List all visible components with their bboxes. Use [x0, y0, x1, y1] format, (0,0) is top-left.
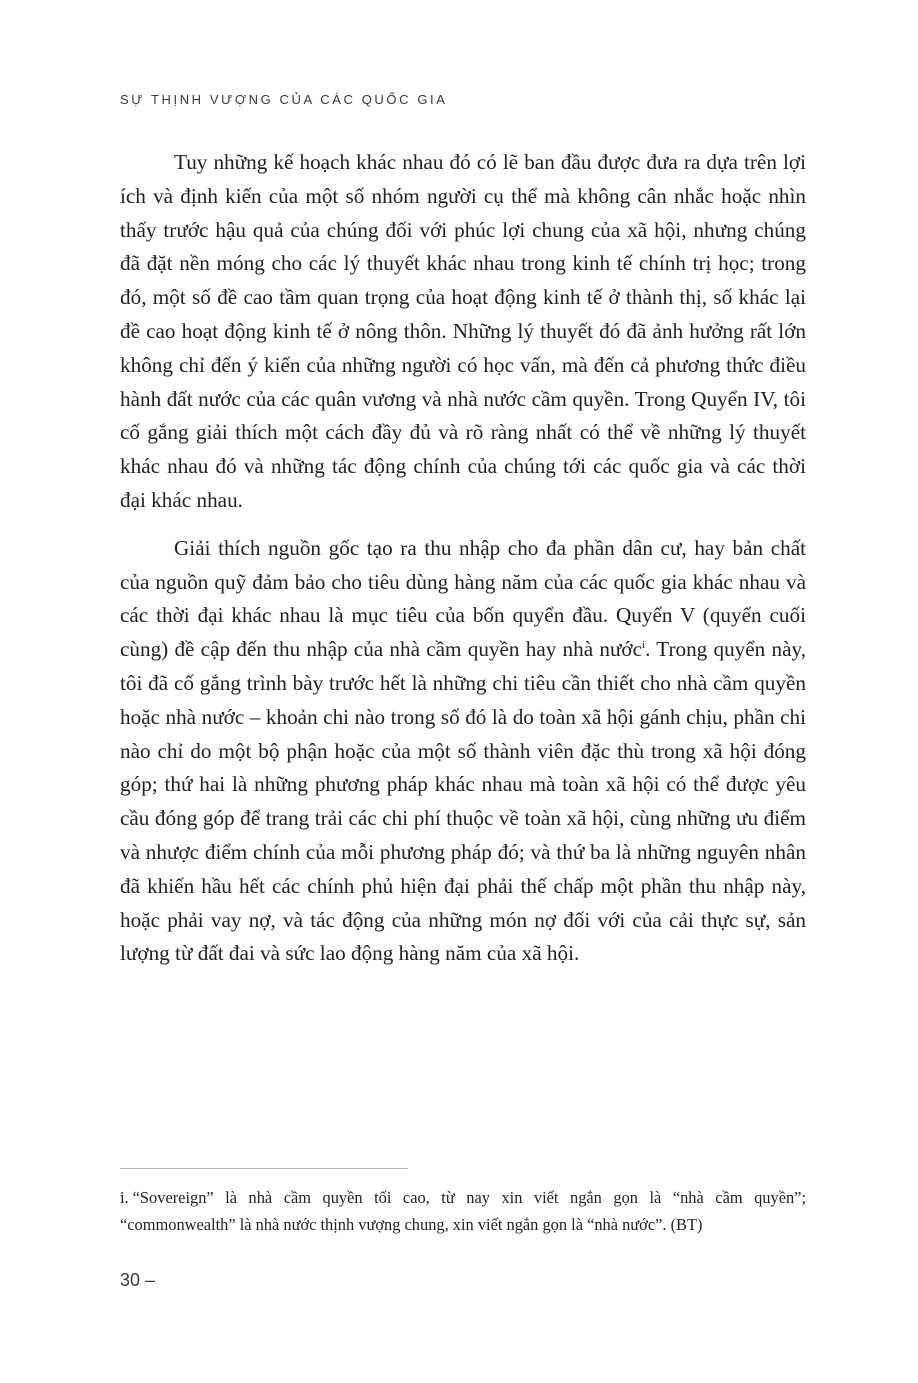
footnote	[120, 1184, 806, 1238]
main-text	[120, 146, 806, 971]
running-header: SỰ THỊNH VƯỢNG CỦA CÁC QUỐC GIA	[120, 92, 448, 107]
footnote-divider	[120, 1168, 408, 1169]
paragraph-2-text-end: . Trong quyển này, tôi đã cố gắng trình bày trước hết là những chi tiêu cần thiết cho nhà cầm quyền hoặc nhà nước – khoản chi nào trong số đó là do toàn xã hội gánh chịu, phần chi nào chỉ do một bộ phận hoặc của một số thành viên đặc thù trong xã hội đóng góp; thứ hai là những phương pháp khác nhau mà toàn xã hội có thể được yêu cầu đóng góp để trang trải các chi phí thuộc về toàn xã hội, cùng những ưu điểm và nhược điểm chính của mỗi phương pháp đó; và thứ ba là những nguyên nhân đã khiến hầu hết các chính phủ hiện đại phải thế chấp một phần thu nhập này, hoặc phải vay nợ, và tác động của những món nợ đối với của cải thực sự, sản lượng từ đất đai và sức lao động hàng năm của xã hội.	[120, 637, 807, 966]
paragraph-2-text-start: Giải thích nguồn gốc tạo ra thu nhập cho đa phần dân cư, hay bản chất của nguồn quỹ đảm bảo cho tiêu dùng hàng năm của các quốc gia khác nhau và các thời đại khác nhau là mục tiêu của bốn quyển đầu. Quyển V (quyển cuối cùng) đề cập đến thu nhập của nhà cầm quyền hay nhà nước	[120, 535, 806, 662]
page-number: 30 –	[120, 1270, 156, 1290]
footnote-reference[interactable]: i	[642, 639, 646, 652]
paragraph-2	[120, 532, 806, 971]
paragraph-1: Tuy những kế hoạch khác nhau đó có lẽ ban đầu được đưa ra dựa trên lợi ích và định kiến của một số nhóm người cụ thể mà không cân nhắc hoặc nhìn thấy trước hậu quả của chúng đối với phúc lợi chung của xã hội, nhưng chúng đã đặt nền móng cho các lý thuyết khác nhau trong kinh tế chính trị học; trong đó, một số đề cao tầm quan trọng của hoạt động kinh tế ở thành thị, số khác lại đề cao hoạt động kinh tế ở nông thôn. Những lý thuyết đó đã ảnh hưởng rất lớn không chỉ đến ý kiến của những người có học vấn, mà đến cả phương thức điều hành đất nước của các quân vương và nhà nước cầm quyền. Trong Quyển IV, tôi cố gắng giải thích một cách đầy đủ và rõ ràng nhất có thể về những lý thuyết khác nhau đó và những tác động chính của chúng tới các quốc gia và các thời đại khác nhau.	[120, 150, 806, 512]
footnote-marker: i.	[120, 1188, 129, 1207]
footnote-text: “Sovereign” là nhà cầm quyền tối cao, từ nay xin viết ngắn gọn là “nhà cầm quyền”; “commonwealth” là nhà nước thịnh vượng chung, xin viết ngắn gọn là “nhà nước”. (BT)	[120, 1188, 806, 1234]
